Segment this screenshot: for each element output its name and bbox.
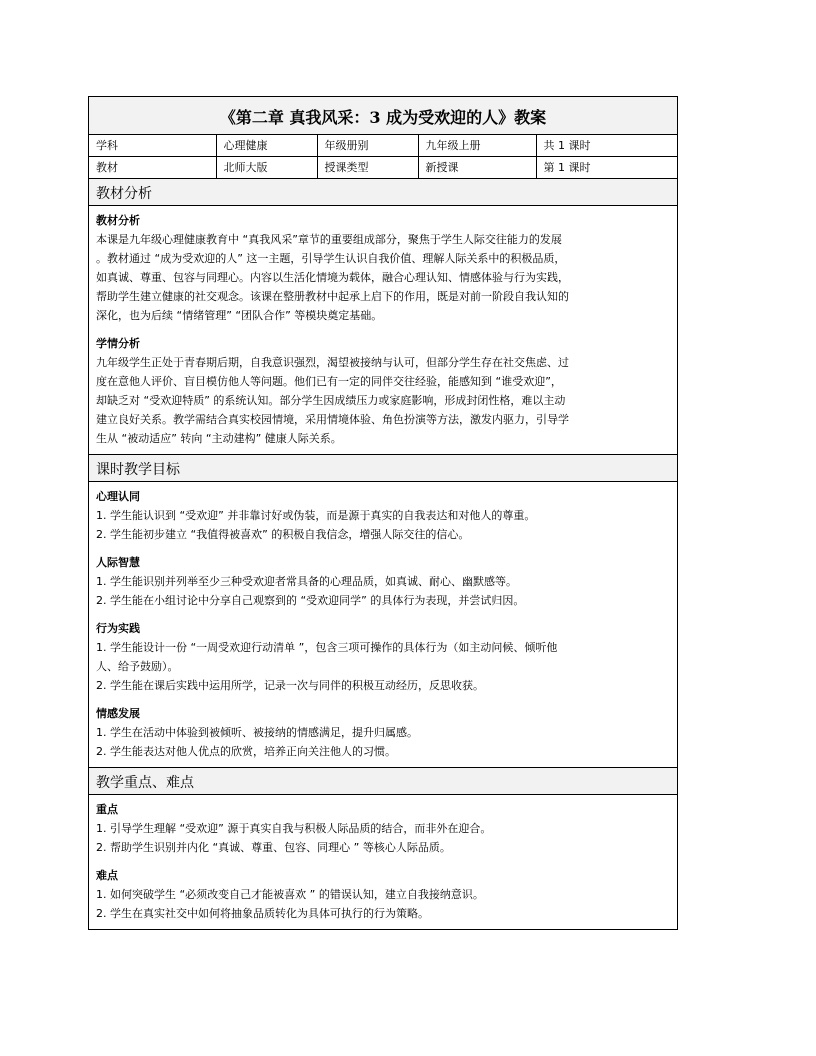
text-line: 九年级学生正处于青春期后期，自我意识强烈，渴望被接纳与认可，但部分学生存在社交焦虑、过 (96, 356, 569, 369)
text-line: 生从 “被动适应” 转向 “主动建构” 健康人际关系。 (96, 432, 342, 445)
text-line: 如真诚、尊重、包容与同理心。内容以生活化情境为载体，融合心理认知、情感体验与行为实践， (96, 271, 569, 284)
info-cell: 第 1 课时 (536, 157, 677, 179)
list-item: 2. 学生能表达对他人优点的欣赏，培养正向关注他人的习惯。 (96, 745, 396, 758)
subsection-title: 重点 (96, 803, 118, 816)
subsection-title: 情感发展 (96, 707, 140, 720)
list-item: 2. 学生能在小组讨论中分享自己观察到的 “受欢迎同学” 的具体行为表现，并尝试归因。 (96, 594, 525, 607)
info-cell: 学科 (89, 135, 216, 157)
list-item: 1. 引导学生理解 “受欢迎” 源于真实自我与积极人际品质的结合，而非外在迎合。 (96, 822, 492, 835)
list-item: 2. 学生在真实社交中如何将抽象品质转化为具体可执行的行为策略。 (96, 907, 429, 920)
document-title: 《第二章 真我风采：3 成为受欢迎的人》教案 (89, 97, 677, 135)
text-line: 。教材通过 “成为受欢迎的人” 这一主题，引导学生认识自我价值、理解人际关系中的积极品质， (96, 252, 566, 265)
info-cell: 九年级上册 (418, 135, 536, 157)
info-table (89, 135, 677, 179)
subsection-title: 行为实践 (96, 622, 140, 635)
info-cell: 共 1 课时 (536, 135, 677, 157)
list-item: 1. 学生在活动中体验到被倾听、被接纳的情感满足，提升归属感。 (96, 726, 418, 739)
section-heading: 教材分析 (89, 179, 677, 206)
info-cell: 新授课 (418, 157, 536, 179)
info-row (89, 157, 677, 179)
list-item: 1. 学生能设计一份 “一周受欢迎行动清单 ”，包含三项可操作的具体行为（如主动问候、倾听他 (96, 641, 558, 654)
info-cell: 北师大版 (216, 157, 317, 179)
goals-section (89, 455, 677, 768)
text-line: 本课是九年级心理健康教育中 “真我风采”章节的重要组成部分，聚焦于学生人际交往能力的发展 (96, 233, 562, 246)
text-line: 却缺乏对 “受欢迎特质” 的系统认知。部分学生因成绩压力或家庭影响，形成封闭性格，难以主动 (96, 394, 566, 407)
lesson-plan-document (88, 96, 678, 930)
text-line: 度在意他人评价、盲目模仿他人等问题。他们已有一定的同伴交往经验，能感知到 “谁受欢迎”， (96, 375, 562, 388)
info-cell: 心理健康 (216, 135, 317, 157)
subsection-title: 难点 (96, 869, 118, 882)
list-item: 人、给予鼓励）。 (96, 660, 179, 673)
list-item: 2. 学生能初步建立 “我值得被喜欢” 的积极自我信念，增强人际交往的信心。 (96, 528, 470, 541)
list-item: 1. 学生能认识到 “受欢迎” 并非靠讨好或伪装，而是源于真实的自我表达和对他人的尊重。 (96, 509, 536, 522)
list-item: 2. 学生能在课后实践中运用所学，记录一次与同伴的积极互动经历，反思收获。 (96, 679, 484, 692)
text-line: 深化，也为后续 “情绪管理” “团队合作” 等模块奠定基础。 (96, 309, 383, 322)
text-line: 帮助学生建立健康的社交观念。该课在整册教材中起承上启下的作用，既是对前一阶段自我认知的 (96, 290, 569, 303)
info-cell: 教材 (89, 157, 216, 179)
subsection-title: 学情分析 (96, 337, 140, 350)
keypoints-section (89, 768, 677, 929)
subsection-title: 教材分析 (96, 214, 140, 227)
list-item: 2. 帮助学生识别并内化 “真诚、尊重、包容、同理心 ” 等核心人际品质。 (96, 841, 451, 854)
goals-body (89, 482, 677, 767)
info-cell: 授课类型 (317, 157, 418, 179)
section-heading: 教学重点、难点 (89, 768, 677, 795)
info-row (89, 135, 677, 157)
info-cell: 年级册别 (317, 135, 418, 157)
subsection-title: 心理认同 (96, 490, 140, 503)
section-heading: 课时教学目标 (89, 455, 677, 482)
subsection-title: 人际智慧 (96, 556, 140, 569)
list-item: 1. 学生能识别并列举至少三种受欢迎者常具备的心理品质，如真诚、耐心、幽默感等。 (96, 575, 517, 588)
analysis-section (89, 179, 677, 455)
list-item: 1. 如何突破学生 “必须改变自己才能被喜欢 ” 的错误认知，建立自我接纳意识。 (96, 888, 484, 901)
keypoints-body (89, 795, 677, 929)
text-line: 建立良好关系。教学需结合真实校园情境，采用情境体验、角色扮演等方法，激发内驱力，引导学 (96, 413, 569, 426)
analysis-body (89, 206, 677, 454)
